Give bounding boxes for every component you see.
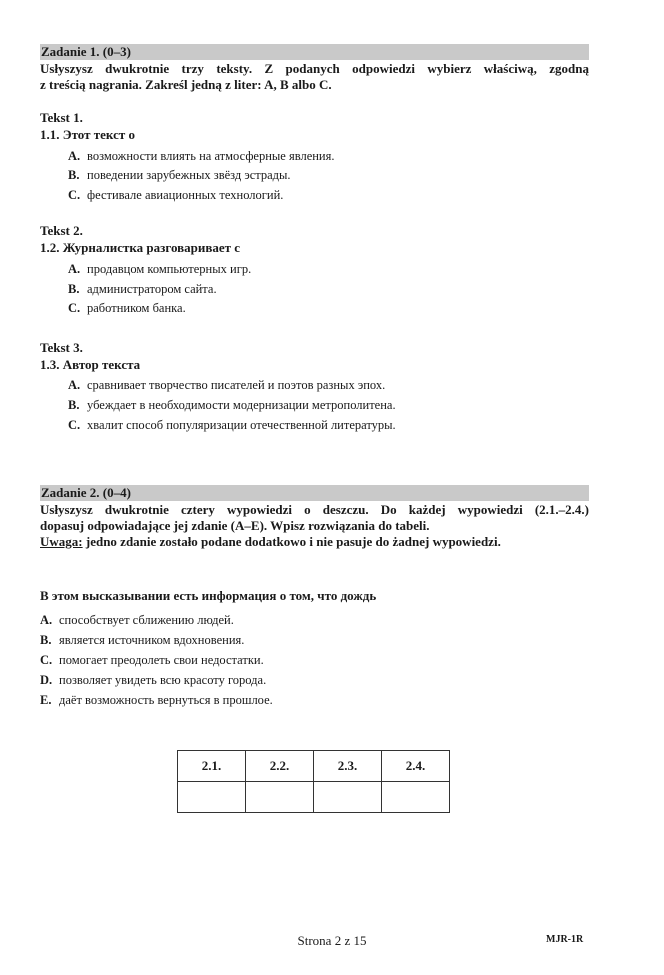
answer-cell-2-2[interactable] xyxy=(246,782,314,813)
exam-code: MJR-1R xyxy=(546,934,584,945)
option-1-3-a[interactable]: A. сравнивает творчество писателей и поэтов разных эпох. xyxy=(68,378,386,392)
option-1-2-b[interactable]: B. администратором сайта. xyxy=(68,282,217,296)
option-2-b: B. является источником вдохновения. xyxy=(40,633,245,647)
task1-instruction xyxy=(40,61,589,93)
task2-note xyxy=(40,534,589,550)
note-text: jedno zdanie zostało podane dodatkowo i nie pasuje do żadnej wypowiedzi. xyxy=(82,534,501,549)
question-1-3: 1.3. Автор текста xyxy=(40,357,141,372)
option-2-e: E. даёт возможность вернуться в прошлое. xyxy=(40,693,273,707)
text2-title: Tekst 2. xyxy=(40,223,83,238)
answer-header-2-4: 2.4. xyxy=(382,751,450,782)
task1-instruction-line1: Usłyszysz dwukrotnie trzy teksty. Z podanych odpowiedzi wybierz właściwą, zgodną xyxy=(40,61,589,76)
option-1-2-a[interactable]: A. продавцом компьютерных игр. xyxy=(68,262,252,276)
option-1-3-b[interactable]: B. убеждает в необходимости модернизации метрополитена. xyxy=(68,398,396,412)
answer-cell-2-1[interactable] xyxy=(178,782,246,813)
question-1-1: 1.1. Этот текст о xyxy=(40,127,135,142)
answer-table-header-row xyxy=(178,751,450,782)
task2-instruction-line2: dopasuj odpowiadające jej zdanie (A–E). Wpisz rozwiązania do tabeli. xyxy=(40,518,430,533)
option-2-c: C. помогает преодолеть свои недостатки. xyxy=(40,653,264,667)
question-1-2: 1.2. Журналистка разговаривает с xyxy=(40,240,241,255)
answer-table-input-row xyxy=(178,782,450,813)
answer-cell-2-3[interactable] xyxy=(314,782,382,813)
option-1-3-c[interactable]: C. хвалит способ популяризации отечественной литературы. xyxy=(68,418,396,432)
task2-stem: В этом высказывании есть информация о том, что дождь xyxy=(40,588,377,603)
task2-header: Zadanie 2. (0–4) xyxy=(40,485,589,501)
answer-header-2-2: 2.2. xyxy=(246,751,314,782)
task2-instruction xyxy=(40,502,589,550)
note-label: Uwaga: xyxy=(40,534,83,549)
option-2-d: D. позволяет увидеть всю красоту города. xyxy=(40,673,267,687)
task2-instruction-line1: Usłyszysz dwukrotnie cztery wypowiedzi o deszczu. Do każdej wypowiedzi (2.1.–2.4.) xyxy=(40,502,589,517)
option-1-2-c[interactable]: C. работником банка. xyxy=(68,301,186,315)
option-1-1-c[interactable]: C. фестивале авиационных технологий. xyxy=(68,188,284,202)
text3-title: Tekst 3. xyxy=(40,340,83,355)
answer-cell-2-4[interactable] xyxy=(382,782,450,813)
text1-title: Tekst 1. xyxy=(40,110,83,125)
option-1-1-b[interactable]: B. поведении зарубежных звёзд эстрады. xyxy=(68,168,291,182)
option-1-1-a[interactable]: A. возможности влиять на атмосферные явления. xyxy=(68,149,335,163)
option-2-a: A. способствует сближению людей. xyxy=(40,613,234,627)
answer-header-2-3: 2.3. xyxy=(314,751,382,782)
answer-table xyxy=(177,750,450,813)
task1-instruction-line2: z treścią nagrania. Zakreśl jedną z liter: A, B albo C. xyxy=(40,77,332,92)
page-number: Strona 2 z 15 xyxy=(297,933,367,948)
task1-header: Zadanie 1. (0–3) xyxy=(40,44,589,60)
answer-header-2-1: 2.1. xyxy=(178,751,246,782)
